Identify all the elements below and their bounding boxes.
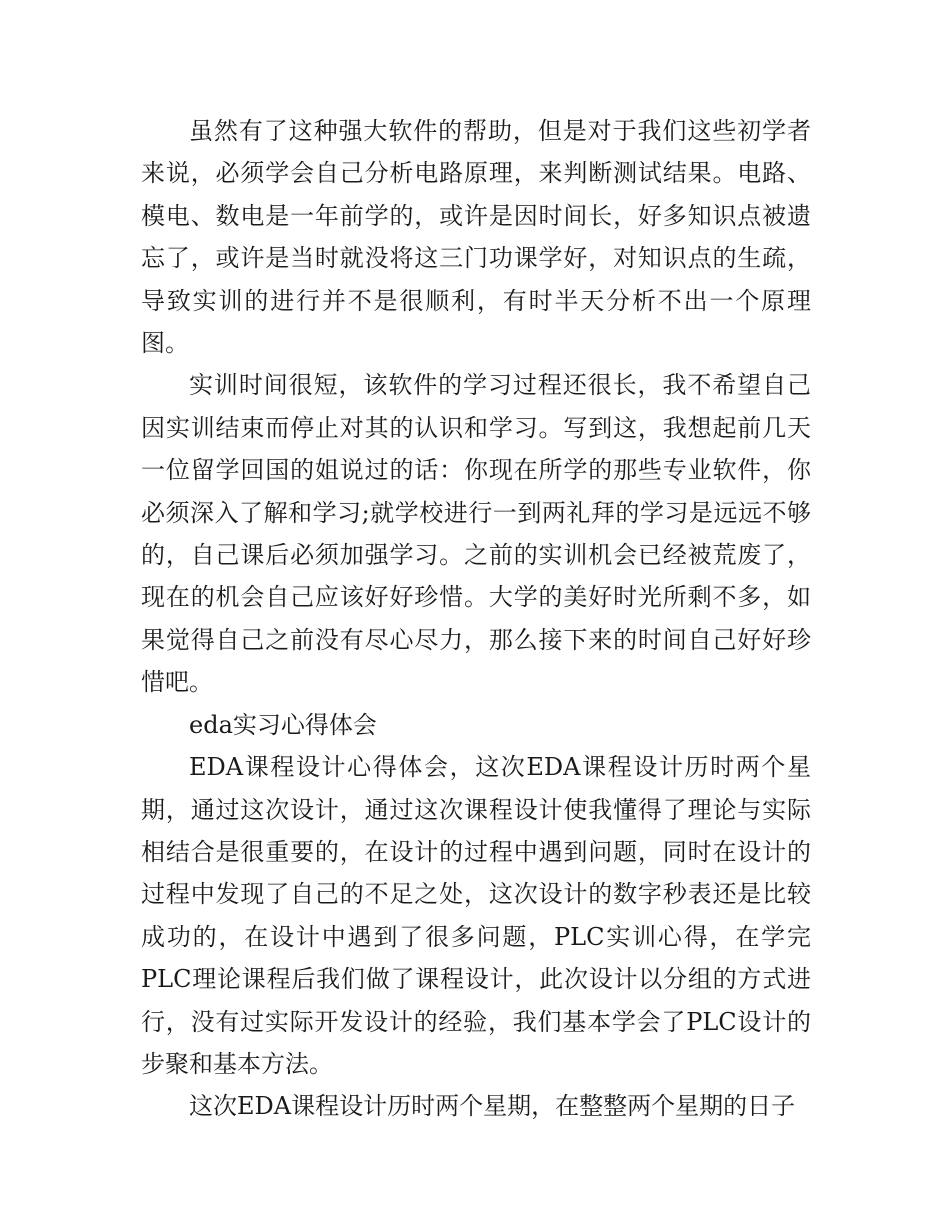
paragraph-software-help: 虽然有了这种强大软件的帮助，但是对于我们这些初学者来说，必须学会自己分析电路原理，来判断测试结果。电路、模电、数电是一年前学的，或许是因时间长，好多知识点被遗忘了，或许是当时就没将这三门功课学好，对知识点的生疏，导致实训的进行并不是很顺利，有时半天分析不出一个原理图。 <box>141 117 811 358</box>
paragraph-eda-two-weeks: 这次EDA课程设计历时两个星期，在整整两个星期的日子 <box>189 1092 796 1121</box>
section-heading-eda: eda实习心得体会 <box>189 710 377 739</box>
document-body <box>141 110 811 1128</box>
paragraph-training-time: 实训时间很短，该软件的学习过程还很长，我不希望自己因实训结束而停止对其的认识和学习。写到这，我想起前几天一位留学回国的姐说过的话：你现在所学的那些专业软件，你必须深入了解和学习;就学校进行一到两礼拜的学习是远远不够的，自己课后必须加强学习。之前的实训机会已经被荒废了，现在的机会自己应该好好珍惜。大学的美好时光所剩不多，如果觉得自己之前没有尽心尽力，那么接下来的时间自己好好珍惜吧。 <box>141 371 811 697</box>
paragraph-eda-course-design: EDA课程设计心得体会，这次EDA课程设计历时两个星期，通过这次设计，通过这次课程设计使我懂得了理论与实际相结合是很重要的，在设计的过程中遇到问题，同时在设计的过程中发现了自己的不足之处，这次设计的数字秒表还是比较成功的，在设计中遇到了很多问题，PLC实训心得，在学完PLC理论课程后我们做了课程设计，此次设计以分组的方式进行，没有过实际开发设计的经验，我们基本学会了PLC设计的步聚和基本方法。 <box>141 753 811 1078</box>
